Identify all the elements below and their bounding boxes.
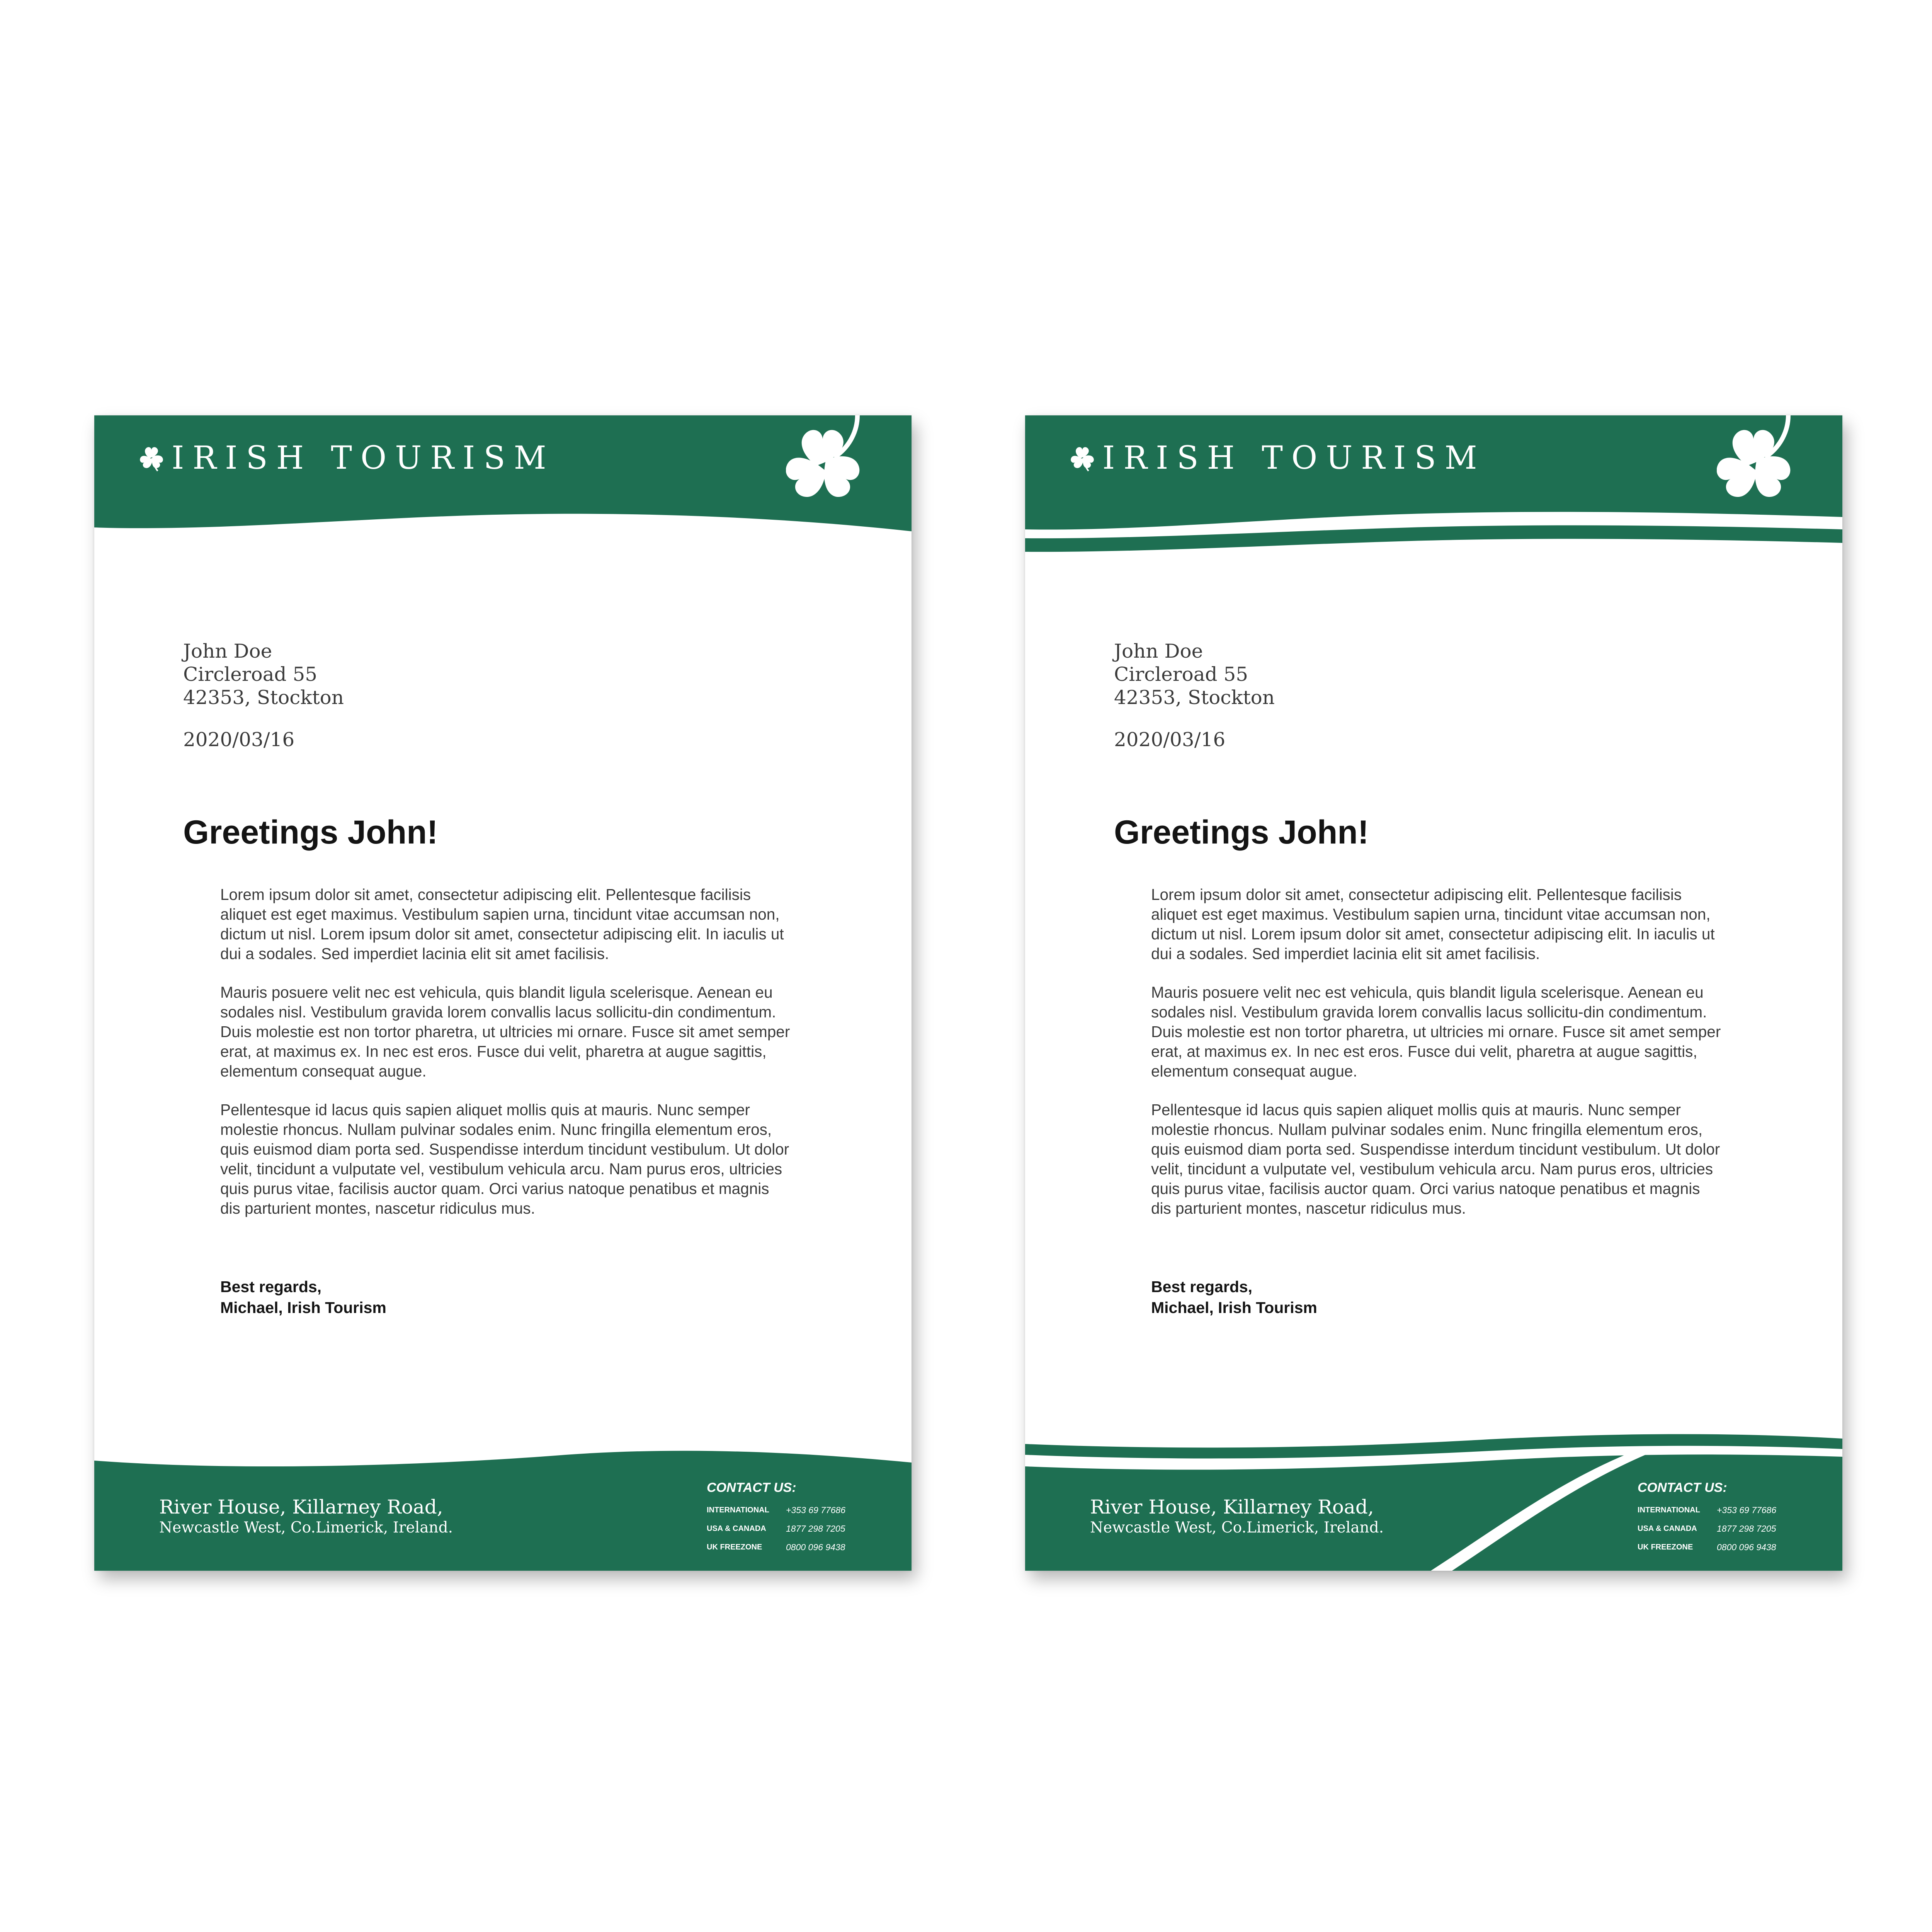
- body-paragraph: Lorem ipsum dolor sit amet, consectetur adipiscing elit. Pellentesque facilisis aliquet est eget maximus. Vestibulum sapien urna, tincidunt vitae accumsan non, dictum ut nisl. Lorem ipsum dolor sit amet, consectetur adipiscing elit. In iaculis ut dui a sodales. Sed imperdiet lacinia elit sit amet facilisis.: [220, 886, 784, 963]
- body-paragraph: Pellentesque id lacus quis sapien aliquet mollis quis at mauris. Nunc semper molestie rhoncus. Nullam pulvinar sodales enim. Nunc fringilla elementum eros, quis euismod diam porta sed. Suspendisse interdum tincidunt vestibulum. Ut dolor velit, tincidunt a vulputate vel, vestibulum vehicula arcu. Nam purus eros, ultricies quis purus vitae, facilisis auctor quam. Orci varius natoque penatibus et magnis dis parturient montes, nascetur ridiculus mus.: [220, 1101, 789, 1217]
- contact-label: INTERNATIONAL: [707, 1505, 769, 1514]
- brand-logo: [136, 442, 555, 474]
- shamrock-icon: [1067, 443, 1098, 474]
- letter-body: [220, 885, 792, 1237]
- contact-phone: +353 69 77686: [1717, 1505, 1777, 1515]
- signoff-line: Best regards,: [220, 1278, 322, 1296]
- signoff-signature: Michael, Irish Tourism: [1151, 1299, 1317, 1316]
- footer-address: [1090, 1495, 1384, 1537]
- contact-label: UK FREEZONE: [707, 1543, 762, 1551]
- contact-row: [707, 1538, 845, 1556]
- brand-name: IRISH TOURISM: [172, 440, 555, 476]
- recipient-address: [1114, 639, 1275, 709]
- header-stripe: [1025, 526, 1842, 552]
- body-paragraph: Pellentesque id lacus quis sapien aliquet mollis quis at mauris. Nunc semper molestie rhoncus. Nullam pulvinar sodales enim. Nunc fringilla elementum eros, quis euismod diam porta sed. Suspendisse interdum tincidunt vestibulum. Ut dolor velit, tincidunt a vulputate vel, vestibulum vehicula arcu. Nam purus eros, ultricies quis purus vitae, facilisis auctor quam. Orci varius natoque penatibus et magnis dis parturient montes, nascetur ridiculus mus.: [1151, 1101, 1720, 1217]
- contact-row: [1638, 1538, 1776, 1556]
- signoff: [220, 1276, 386, 1318]
- recipient-city: 42353, Stockton: [1114, 686, 1275, 709]
- header-shamrock-icon: [786, 415, 875, 500]
- brand-logo: [1067, 442, 1486, 474]
- greeting-heading: Greetings John!: [1114, 814, 1369, 851]
- contact-row: [707, 1501, 845, 1519]
- brand-name: IRISH TOURISM: [1102, 440, 1486, 476]
- letter-body: [1151, 885, 1723, 1237]
- contact-row: [707, 1519, 845, 1538]
- contact-block: [1638, 1480, 1776, 1556]
- recipient-street: Circleroad 55: [183, 663, 318, 685]
- header-shamrock-icon: [1717, 415, 1806, 500]
- letterhead-sheet-plain: [94, 415, 912, 1571]
- contact-label: USA & CANADA: [707, 1524, 766, 1533]
- contact-label: USA & CANADA: [1638, 1524, 1697, 1533]
- contact-phone: 0800 096 9438: [1717, 1542, 1776, 1552]
- recipient-name: John Doe: [183, 640, 272, 662]
- recipient-name: John Doe: [1114, 640, 1203, 662]
- address-line-2: Newcastle West, Co.Limerick, Ireland.: [159, 1519, 453, 1536]
- letterhead-sheet-striped: [1025, 415, 1842, 1571]
- contact-phone: 1877 298 7205: [1717, 1523, 1776, 1534]
- contact-row: [1638, 1519, 1776, 1538]
- recipient-address: [183, 639, 344, 709]
- contact-row: [1638, 1501, 1776, 1519]
- contact-label: UK FREEZONE: [1638, 1543, 1693, 1551]
- footer-address: [159, 1495, 453, 1537]
- contact-phone: +353 69 77686: [786, 1505, 846, 1515]
- signoff-line: Best regards,: [1151, 1278, 1253, 1296]
- greeting-heading: Greetings John!: [183, 814, 438, 851]
- contact-title: CONTACT US:: [707, 1480, 796, 1495]
- contact-label: INTERNATIONAL: [1638, 1505, 1700, 1514]
- shamrock-icon: [136, 443, 167, 474]
- contact-block: [707, 1480, 845, 1556]
- body-paragraph: Lorem ipsum dolor sit amet, consectetur adipiscing elit. Pellentesque facilisis aliquet est eget maximus. Vestibulum sapien urna, tincidunt vitae accumsan non, dictum ut nisl. Lorem ipsum dolor sit amet, consectetur adipiscing elit. In iaculis ut dui a sodales. Sed imperdiet lacinia elit sit amet facilisis.: [1151, 886, 1715, 963]
- contact-title: CONTACT US:: [1638, 1480, 1727, 1495]
- contact-phone: 1877 298 7205: [786, 1523, 845, 1534]
- signoff: [1151, 1276, 1317, 1318]
- address-line-1: River House, Killarney Road,: [1090, 1496, 1374, 1518]
- address-line-2: Newcastle West, Co.Limerick, Ireland.: [1090, 1519, 1384, 1536]
- letter-date: 2020/03/16: [183, 728, 295, 751]
- body-paragraph: Mauris posuere velit nec est vehicula, quis blandit ligula scelerisque. Aenean eu sodales nisl. Vestibulum gravida lorem convallis lacus sollicitu-din condimentum. Duis molestie est non tortor pharetra, ut ultricies mi ornare. Fusce sit amet semper erat, at maximus ex. In nec est eros. Fusce dui velit, pharetra at augue sagittis, elementum consequat augue.: [1151, 983, 1721, 1080]
- letter-date: 2020/03/16: [1114, 728, 1226, 751]
- address-line-1: River House, Killarney Road,: [159, 1496, 443, 1518]
- recipient-street: Circleroad 55: [1114, 663, 1248, 685]
- signoff-signature: Michael, Irish Tourism: [220, 1299, 386, 1316]
- recipient-city: 42353, Stockton: [183, 686, 344, 709]
- body-paragraph: Mauris posuere velit nec est vehicula, quis blandit ligula scelerisque. Aenean eu sodales nisl. Vestibulum gravida lorem convallis lacus sollicitu-din condimentum. Duis molestie est non tortor pharetra, ut ultricies mi ornare. Fusce sit amet semper erat, at maximus ex. In nec est eros. Fusce dui velit, pharetra at augue sagittis, elementum consequat augue.: [220, 983, 790, 1080]
- contact-phone: 0800 096 9438: [786, 1542, 845, 1552]
